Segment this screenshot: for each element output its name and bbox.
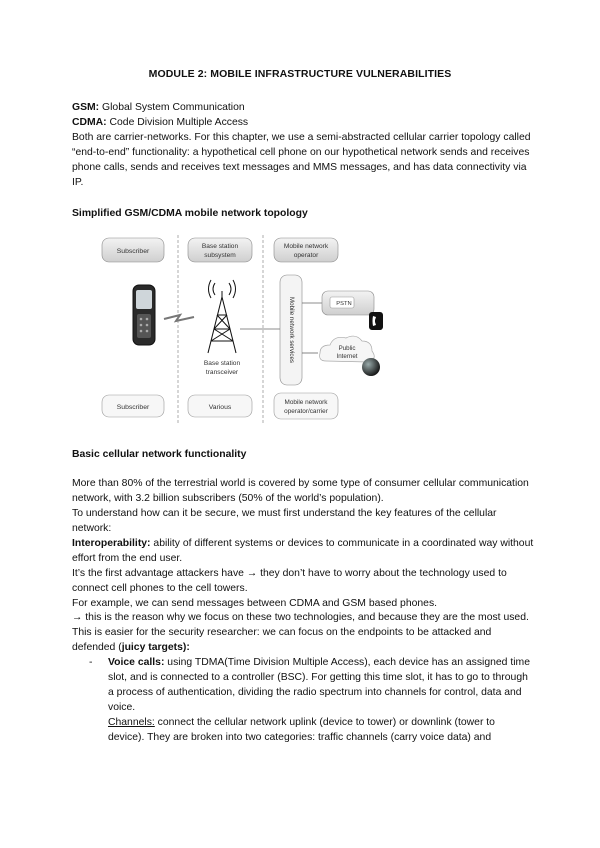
bottom-operator-line2: operator/carrier: [284, 408, 328, 416]
page-title: MODULE 2: MOBILE INFRASTRUCTURE VULNERABILITIES: [148, 68, 452, 80]
cell-phone-icon: [133, 285, 155, 345]
bottom-various-label: Various: [208, 404, 232, 412]
mobile-network-operator-line1: Mobile network: [283, 243, 329, 251]
channels-text: connect the cellular network uplink (device to tower) or downlink (tower to device). They are broken into two categories: traffic channels (carry voice data) and: [108, 716, 495, 743]
targets-list: [72, 656, 534, 745]
figure-title: Simplified GSM/CDMA mobile network topology: [72, 208, 308, 220]
bottom-operator-line1: Mobile network: [284, 399, 328, 407]
cdma-term: CDMA:: [72, 116, 107, 128]
voice-calls-paragraph: [108, 656, 534, 716]
top-subscriber-label: Subscriber: [116, 248, 150, 256]
cdma-definition: [72, 116, 534, 131]
channels-paragraph: [108, 716, 534, 746]
list-item-voice-calls: [72, 656, 534, 745]
voice-calls-text: using TDMA(Time Division Multiple Access), each device has an assigned time slot, and is connected to a controller (BSC). For getting this time slot, it has to go to through a process of authentication, dividing the radio spectrum into channels for control, data and voice.: [108, 657, 530, 713]
mobile-network-operator-box: [274, 238, 338, 262]
researcher-text: This is easier for the security researcher: we can focus on the endpoints to be attacked and defended (: [72, 627, 492, 654]
document-body: [72, 101, 534, 746]
cdma-text: Code Division Multiple Access: [106, 116, 249, 128]
base-station-subsystem-line1: Base station: [201, 243, 239, 251]
list-bullet: -: [89, 657, 93, 669]
base-station-transceiver-line2: transceiver: [205, 369, 239, 377]
paragraph-example: For example, we can send messages between CDMA and GSM based phones.: [72, 597, 438, 609]
gsm-definition: [72, 101, 534, 116]
interoperability-text: ability of different systems or devices to communicate in a coordinated way without effort from the end user.: [72, 537, 534, 564]
gsm-term: GSM:: [72, 102, 100, 113]
bottom-subscriber-box: [102, 395, 164, 417]
voice-calls-term: Voice calls:: [108, 657, 165, 669]
base-station-subsystem-line2: subsystem: [204, 252, 236, 260]
interoperability-definition: [72, 537, 534, 567]
bottom-various-box: [188, 395, 252, 417]
wireless-link-icon: [164, 315, 194, 321]
section-title-basic-functionality: Basic cellular network functionality: [72, 449, 247, 461]
paragraph-reason: → this is the reason why we focus on these two technologies, and because they are the most used.: [72, 612, 529, 624]
pstn-box: [322, 291, 374, 315]
mobile-network-services-box: [280, 275, 302, 385]
globe-icon: [362, 358, 380, 376]
public-internet-line1: Public: [338, 345, 356, 353]
cell-tower-icon: [208, 280, 236, 353]
gsm-text: Global System Communication: [99, 102, 245, 113]
channels-term: Channels:: [108, 716, 155, 728]
network-topology-diagram: [100, 235, 560, 423]
juicy-targets: juicy targets):: [121, 642, 190, 654]
mobile-network-operator-line2: operator: [293, 252, 319, 260]
base-station-transceiver-line1: Base station: [203, 360, 241, 368]
paragraph-coverage: More than 80% of the terrestrial world is covered by some type of consumer cellular communication network, with 3.2 billion subscribers (50% of the world’s population).: [72, 478, 529, 505]
mobile-network-services-label: Mobile network services: [288, 297, 295, 364]
interoperability-term: Interoperability:: [72, 537, 151, 549]
bottom-subscriber-label: Subscriber: [116, 404, 150, 412]
public-internet-line2: Internet: [336, 353, 358, 361]
public-internet-cloud-icon: [320, 336, 375, 362]
top-subscriber-box: [102, 238, 164, 262]
base-station-subsystem-box: [188, 238, 252, 262]
bottom-operator-box: [274, 393, 338, 419]
pstn-label: PSTN: [336, 301, 352, 308]
paragraph-advantage: It’s the first advantage attackers have → they don’t have to worry about the technology used to connect cell phones to the cell towers.: [72, 567, 507, 594]
phone-icon: [369, 312, 383, 330]
intro-paragraph: Both are carrier-networks. For this chapter, we use a semi-abstracted cellular carrier topology called “end-to-end” functionality: a hypothetical cell phone on our hypothetical network sends and receives phone calls, sends and receives text messages and MMS messages, and has data connectivity via IP.: [72, 131, 531, 188]
paragraph-understand: To understand how can it be secure, we must first understand the key features of the cellular network:: [72, 508, 497, 534]
paragraph-researcher: [72, 626, 534, 656]
